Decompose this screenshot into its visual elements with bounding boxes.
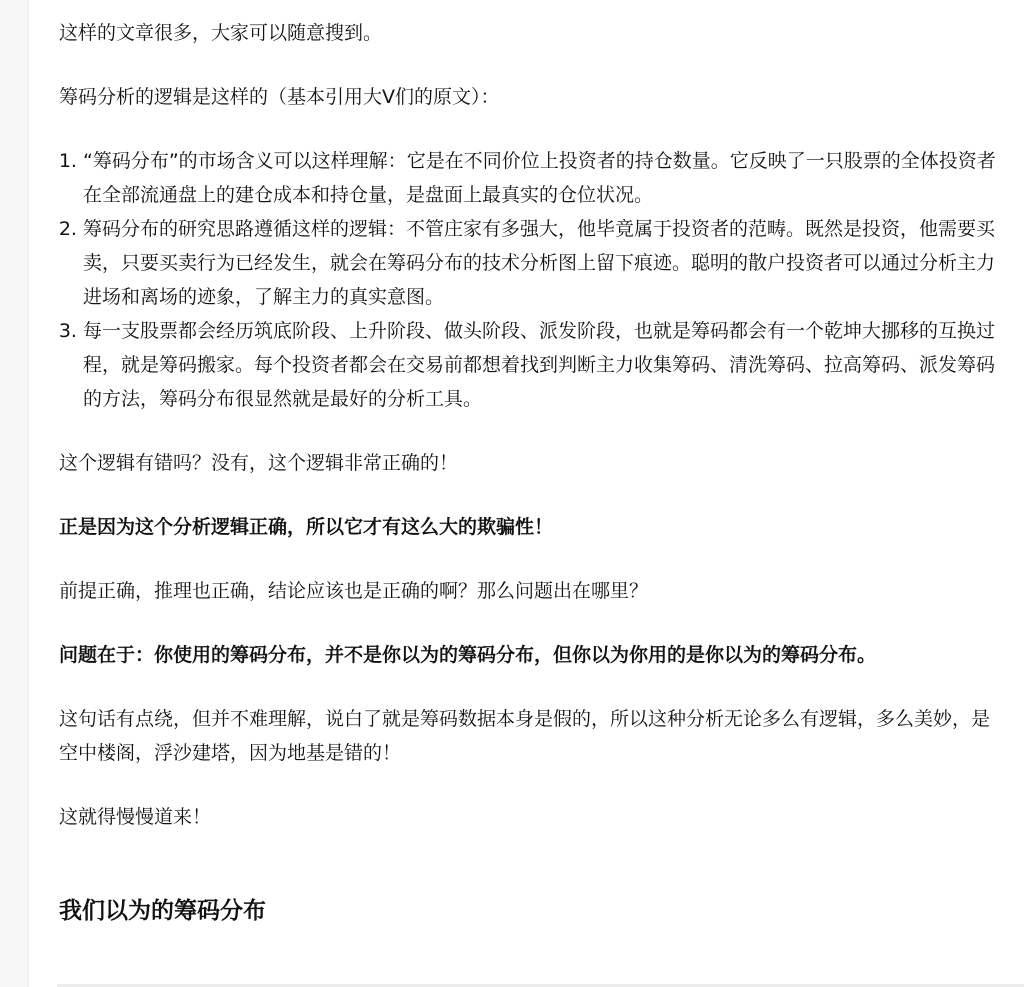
- ordered-list: [59, 144, 1007, 416]
- list-item: 3. 每一支股票都会经历筑底阶段、上升阶段、做头阶段、派发阶段，也就是筹码都会有一个乾坤大挪移的互换过程，就是筹码搬家。每个投资者都会在交易前都想着找到判断主力收集筹码、清洗筹码、拉高筹码、派发筹码的方法，筹码分布很显然就是最好的分析工具。: [83, 314, 1007, 416]
- section-heading: 我们以为的筹码分布: [59, 898, 266, 924]
- paragraph: 筹码分析的逻辑是这样的（基本引用大V们的原文）：: [59, 86, 500, 108]
- paragraph: 这就得慢慢道来！: [59, 806, 212, 828]
- paragraph: 前提正确，推理也正确，结论应该也是正确的啊？那么问题出在哪里？: [59, 580, 649, 602]
- paragraph: 这个逻辑有错吗？没有，这个逻辑非常正确的！: [59, 452, 459, 474]
- article-page: [28, 0, 1024, 987]
- bold-paragraph: 正是因为这个分析逻辑正确，所以它才有这么大的欺骗性！: [59, 516, 554, 538]
- list-item: 2. 筹码分布的研究思路遵循这样的逻辑：不管庄家有多强大，他毕竟属于投资者的范畴。既然是投资，他需要买卖，只要买卖行为已经发生，就会在筹码分布的技术分析图上留下痕迹。聪明的散户投资者可以通过分析主力进场和离场的迹象，了解主力的真实意图。: [83, 212, 1007, 314]
- bold-paragraph: 问题在于：你使用的筹码分布，并不是你以为的筹码分布，但你以为你用的是你以为的筹码分布。: [59, 644, 877, 666]
- paragraph: 这句话有点绕，但并不难理解，说白了就是筹码数据本身是假的，所以这种分析无论多么有逻辑，多么美妙，是空中楼阁，浮沙建塔，因为地基是错的！: [59, 708, 991, 764]
- paragraph: 这样的文章很多，大家可以随意搜到。: [59, 22, 383, 44]
- article-content: [59, 16, 1007, 928]
- list-item: 1. “筹码分布”的市场含义可以这样理解：它是在不同价位上投资者的持仓数量。它反映了一只股票的全体投资者在全部流通盘上的建仓成本和持仓量，是盘面上最真实的仓位状况。: [83, 144, 1007, 212]
